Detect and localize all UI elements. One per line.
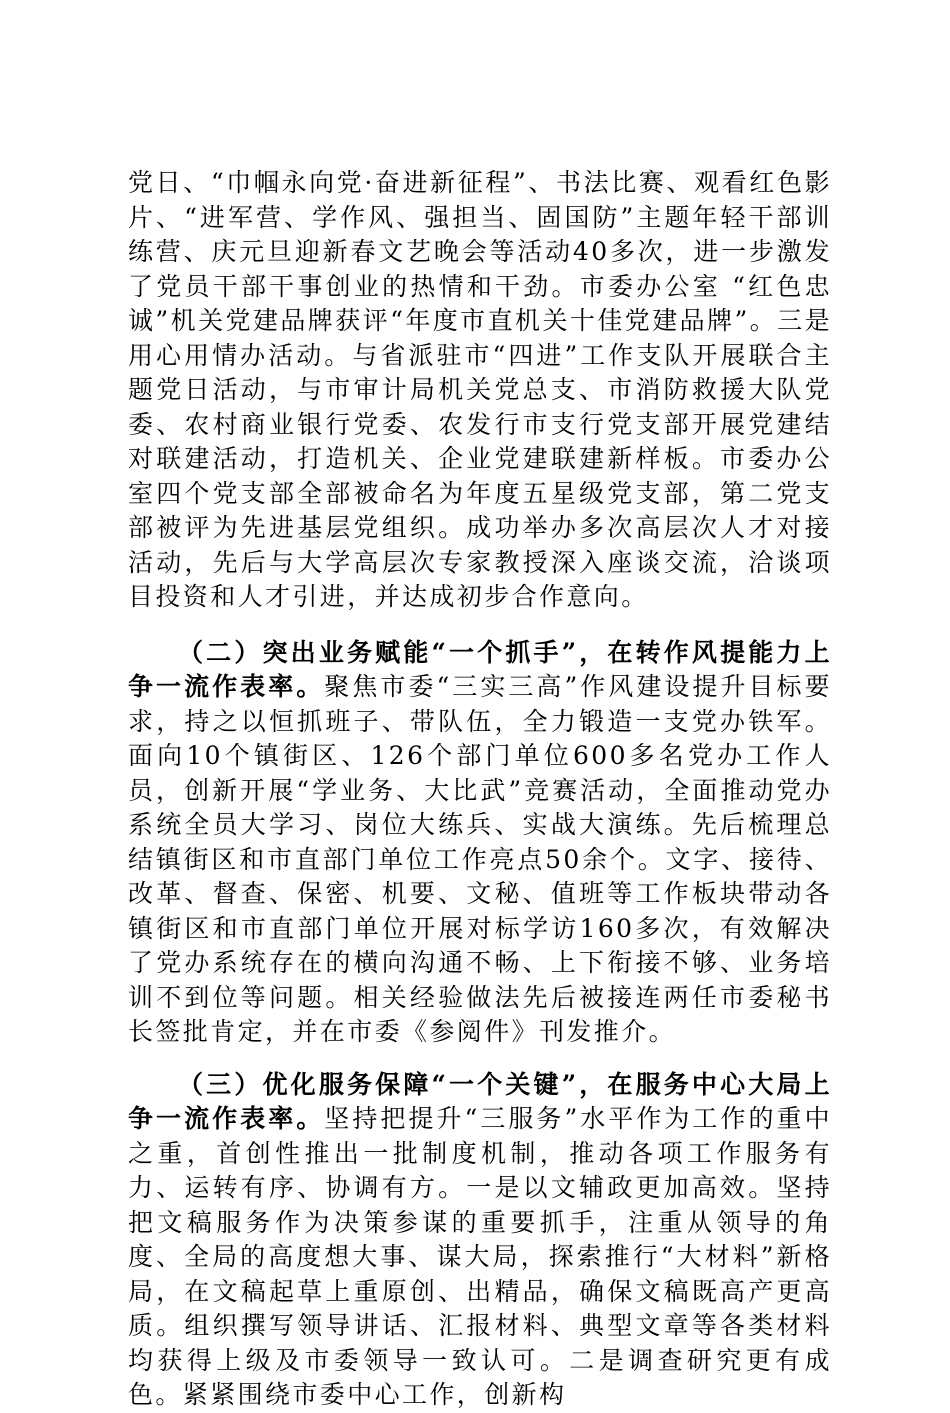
paragraph-service-guarantee [128, 1068, 832, 1413]
paragraph-text: 聚焦市委“三实三高”作风建设提升目标要求，持之以恒抓班子、带队伍，全力锻造一支党办铁军。面向10个镇街区、126个部门单位600多名党办工作人员，创新开展“学业务、大比武”竞赛活动，全面推动党办系统全员大学习、岗位大练兵、实战大演练。先后梳理总结镇街区和市直部门单位工作亮点50余个。文字、接待、改革、督查、保密、机要、文秘、值班等工作板块带动各镇街区和市直部门单位开展对标学访160多次，有效解决了党办系统存在的横向沟通不畅、上下衔接不够、业务培训不到位等问题。相关经验做法先后被接连两任市委秘书长签批肯定，并在市委《参阅件》刊发推介。 [128, 672, 832, 1046]
paragraph-text: 党日、“巾帼永向党·奋进新征程”、书法比赛、观看红色影片、“进军营、学作风、强担当、固国防”主题年轻干部训练营、庆元旦迎新春文艺晚会等活动40多次，进一步激发了党员干部干事创业的热情和干劲。市委办公室 “红色忠诚”机关党建品牌获评“年度市直机关十佳党建品牌”。三是用心用情办活动。与省派驻市“四进”工作支队开展联合主题党日活动，与市审计局机关党总支、市消防救援大队党委、农村商业银行党委、农发行市支行党支部开展党建结对联建活动，打造机关、企业党建联建新样板。市委办公室四个党支部全部被命名为年度五星级党支部，第二党支部被评为先进基层党组织。成功举办多次高层次人才对接活动，先后与大学高层次专家教授深入座谈交流，洽谈项目投资和人才引进，并达成初步合作意向。 [128, 168, 832, 611]
paragraph-party-activities [128, 166, 832, 615]
section-heading-2: （二）突出业务赋能“一个抓手”，在转作风提能力上争一流作表率。 [128, 637, 832, 701]
paragraph-business-empowerment [128, 636, 832, 1050]
document-page [128, 166, 832, 1413]
paragraph-text: 坚持把提升“三服务”水平作为工作的重中之重，首创性推出一批制度机制，推动各项工作服务有力、运转有序、协调有方。一是以文辅政更加高效。坚持把文稿服务作为决策参谋的重要抓手，注重从领导的角度、全局的高度想大事、谋大局，探索推行“大材料”新格局，在文稿起草上重原创、出精品，确保文稿既高产更高质。组织撰写领导讲话、汇报材料、典型文章等各类材料均获得上级及市委领导一致认可。二是调查研究更有成色。紧紧围绕市委中心工作，创新构 [128, 1104, 832, 1409]
section-heading-3: （三）优化服务保障“一个关键”，在服务中心大局上争一流作表率。 [128, 1069, 832, 1133]
